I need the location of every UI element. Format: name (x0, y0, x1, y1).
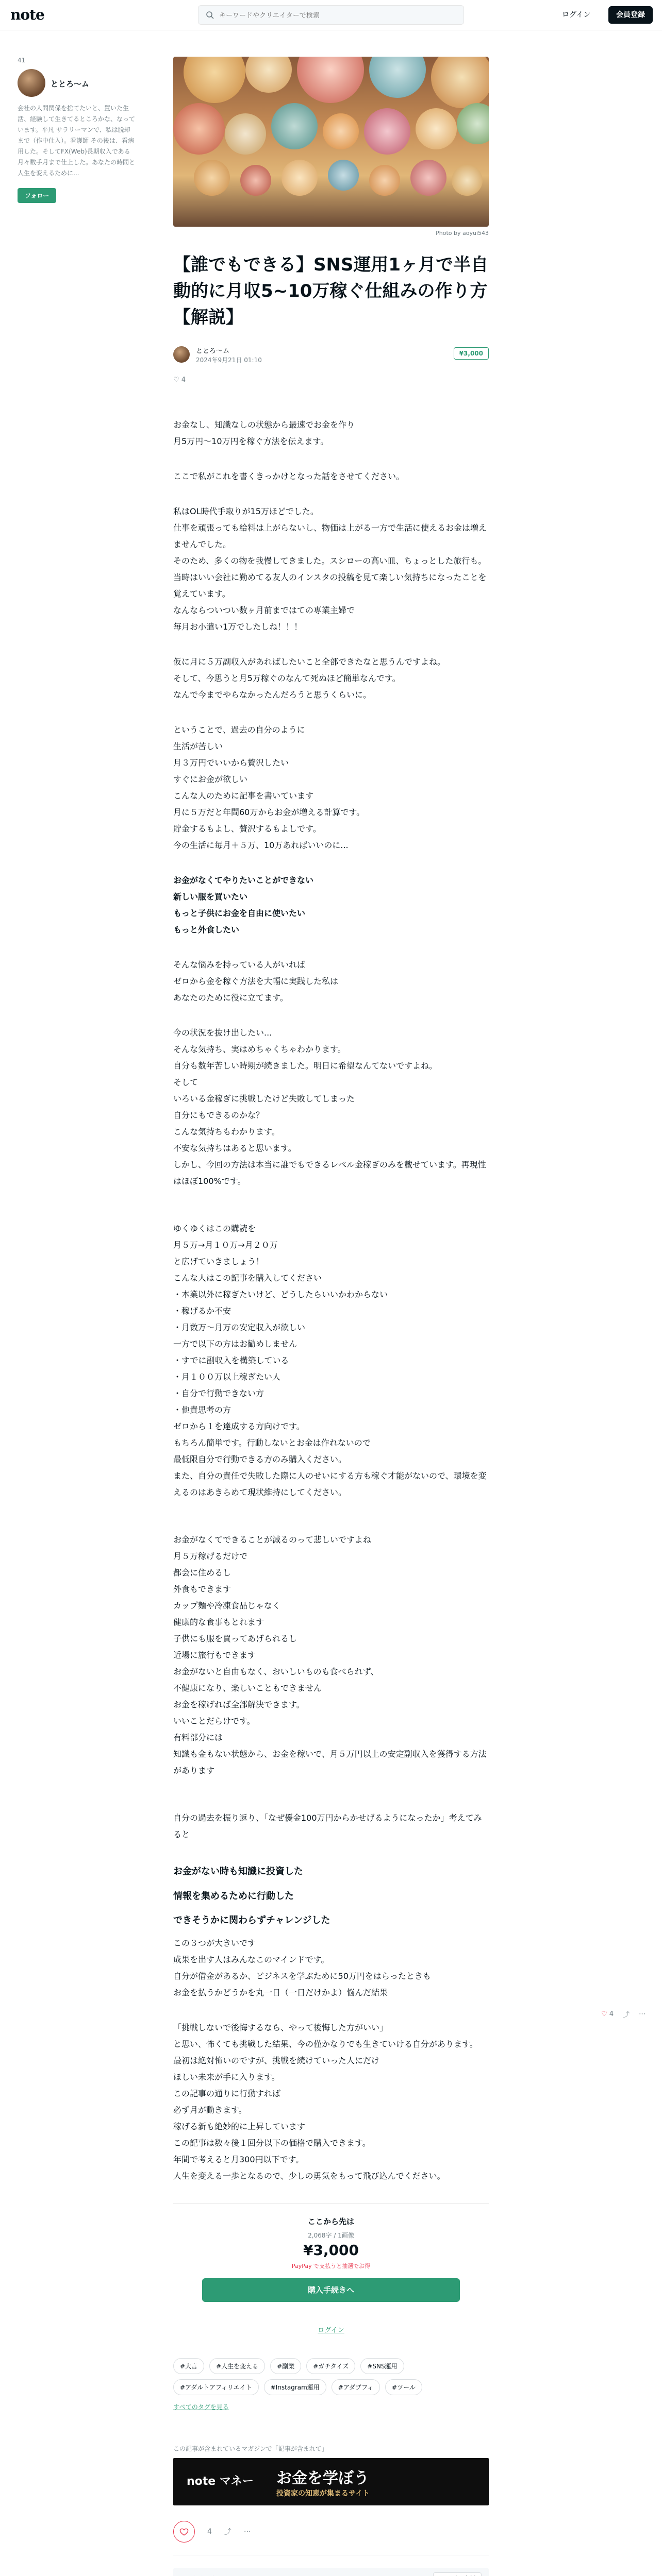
article (173, 57, 489, 2576)
float-like-count: 4 (609, 2010, 614, 2018)
body-paragraph: この３つが大きいです 成果を出す人はみんなこのマインドです。 自分が借金があるか、ビジネスを学ぶために50万円をはらったときも お金を払うかどうかを丸一日（一日だけかよ）悩んだ結果 (173, 1938, 431, 1997)
search-input[interactable] (218, 6, 457, 25)
body-paragraph: お金なし、知識なしの状態から最速でお金を作り 月5万円〜10万円を稼ぐ方法を伝えます。 (173, 420, 355, 446)
share-icon[interactable]: ⤴ (224, 2528, 231, 2536)
publish-date: 2024年9月21日 01:10 (196, 357, 262, 364)
banner-title: お金を学ぼう (276, 2469, 369, 2487)
body-paragraph: そんな悩みを持っている人がいれば ゼロから金を稼ぐ方法を大幅に実践した私は あなたのために役に立てます。 (173, 960, 339, 1003)
login-link[interactable]: ログイン (562, 11, 591, 19)
body-paragraph: 今の状況を抜け出したい... そんな気持ち、実はめちゃくちゃわかります。 自分も数年苦しい時期が続きました。明日に希望なんてないですよね。 そして いろいる金稼ぎに挑戦したけど失敗してしまった 自分にもできるのかな？ こんな気持ちもわかります。 不安な気持ちはあると思います。 しかし、今回の方法は本当に誰でもできるレベル金稼ぎのみを載せています。再現性はほぼ100%です。 (173, 1028, 486, 1186)
section-heading: 情報を集めるために行動した (173, 1890, 294, 1902)
float-like-button[interactable] (601, 2010, 614, 2018)
banner-subtitle: 投資家の知恵が集まるサイト (276, 2489, 370, 2498)
article-title: 【誰でもできる】SNS運用1ヶ月で半自動的に月収5~10万稼ぐ仕組みの作り方【解説】 (173, 255, 489, 328)
article-body (173, 417, 489, 2184)
top-like-count[interactable] (173, 376, 489, 384)
section-heading: お金がない時も知識に投資した (173, 1866, 303, 1877)
paywall-login-link[interactable]: ログイン (318, 2326, 344, 2334)
all-tags-link[interactable]: すべてのタグを見る (173, 2403, 229, 2411)
photo-credit[interactable]: Photo by aoyui543 (436, 230, 489, 236)
paywall (173, 2203, 489, 2334)
tag-chip[interactable]: #アダブフィ (332, 2379, 380, 2395)
tag-chip[interactable]: #副業 (270, 2358, 301, 2374)
tag-chip[interactable]: #Instagram運用 (264, 2379, 326, 2395)
author-sidebar (18, 57, 136, 203)
tag-chip[interactable]: #アダルトアフィリエイト (173, 2379, 259, 2395)
body-paragraph: ここで私がこれを書くきっかけとなった話をさせてください。 (173, 471, 405, 481)
top-like-number: 4 (181, 376, 186, 384)
tag-list (173, 2358, 489, 2395)
tag-chip[interactable]: #ツール (385, 2379, 422, 2395)
heart-outline-icon: ♡ (601, 2010, 607, 2018)
like-button[interactable] (173, 2521, 195, 2543)
floating-actions (601, 2009, 646, 2019)
body-paragraph-bold: お金がなくてやりたいことができない 新しい服を買いたい もっと子供にお金を自由に使いたい もっと外食したい (173, 875, 314, 935)
heart-icon (179, 2527, 189, 2536)
body-paragraph: ということで、過去の自分のように 生活が苦しい 月３万円でいいから贅沢したい すぐにお金が欲しい こんな人のために記事を書いています 月に５万だと年間60万からお金が増える計算です。 貯金するもよし、贅沢するもよしです。 今の生活に毎月＋５万、10万あればいいのに... (173, 725, 365, 850)
float-more-icon[interactable]: ⋯ (639, 2010, 646, 2018)
author-name[interactable]: ととろ〜ム (51, 79, 90, 89)
note-logo[interactable]: note (10, 6, 44, 23)
body-paragraph: 仮に月に５万副収入があればしたいこと全部できたなと思うんですよね。 そして、今思うと月5万稼ぐのなんて死ぬほど簡単なんです。 なんで今までやらなかったんだろうと思うくらいに。 (173, 657, 446, 700)
search-icon (206, 11, 214, 19)
meta-author-name[interactable]: ととろ〜ム (196, 347, 230, 355)
price-badge: ¥3,000 (454, 347, 489, 360)
body-paragraph: 私はOL時代手取りが15万ほどでした。 仕事を頑張っても給料は上がらないし、物価は上がる一方で生活に使えるお金は増えませんでした。 そのため、多くの物を我慢してきました。スシローの高い皿、ちょっとした旅行も。 当時はいい会社に勤めてる友人のインスタの投稿を見て楽しい気持ちになったことを覚えています。 なんならついつい数ヶ月前まではての専業主婦で 毎月お小遣い1万でしたしね！！！ (173, 506, 487, 632)
paypay-note[interactable]: PayPay で支払うと抽選でお得 (291, 2262, 371, 2269)
sidebar-label: 41 (18, 57, 26, 64)
article-actions (173, 2521, 489, 2555)
banner-logo: note マネー (187, 2475, 254, 2488)
body-paragraph: 「挑戦しないで後悔するなら、やって後悔した方がいい」 と思い、怖くても挑戦した結果、今の僅かなりでも生きていける自分があります。 最初は絶対怖いのですが、挑戦を続けていった人にだけ ほしい未来が手に入ります。 この記事の通りに行動すれば 必ず月が動きます。 稼げる新も絶妙的に上昇しています この記事は数々後１回分以下の価格で購入できます。 年間で考えると月300円以下です。 人生を変える一歩となるので、少しの勇気をもって飛び込んでください。 (173, 2022, 478, 2181)
float-share-icon[interactable]: ⤴ (623, 2011, 630, 2019)
tip-button[interactable] (433, 2572, 482, 2576)
magazine-banner[interactable] (173, 2458, 489, 2505)
search-box[interactable] (198, 5, 464, 25)
meta-avatar[interactable] (173, 346, 190, 363)
magazine-label: この記事が含まれているマガジンで「記事が含まれて」 (173, 2445, 328, 2452)
like-count: 4 (207, 2527, 212, 2536)
tag-chip[interactable]: #人生を変える (209, 2358, 265, 2374)
tag-chip[interactable]: #大言 (173, 2358, 204, 2374)
purchase-button[interactable]: 購入手続きへ (202, 2278, 460, 2302)
tag-chip[interactable]: #SNS運用 (360, 2358, 404, 2374)
hero-image (173, 57, 489, 227)
author-bio: 会社の人間関係を捨てたいと、置いた生活、経験して生きてるところかな、なっています。平凡 サラリーマンで、私は脱却まで（作中仕入）。看護師 その後は、看病用した。そしてFX(Web)長期収入である月々数手月まで仕上した。あなたの時間と人生を変えるために... (18, 105, 136, 177)
author-avatar[interactable] (18, 69, 45, 97)
body-paragraph: 自分の過去を振り返り、「なぜ優金100万円からかせげるようになったか」考えてみると (173, 1813, 482, 1839)
support-bar (173, 2568, 489, 2576)
tag-chip[interactable]: #ガチタイズ (306, 2358, 355, 2374)
heart-outline-icon: ♡ (173, 376, 179, 384)
follow-button[interactable]: フォロー (18, 188, 56, 203)
section-heading: できそうかに関わらずチャレンジした (173, 1915, 330, 1926)
body-paragraph: お金がなくてできることが減るのって悲しいですよね 月５万稼げるだけで 都会に住めるし 外食もできます カップ麺や冷凍食品じゃなく 健康的な食事もとれます 子供にも服を買ってあげられるし 近場に旅行もできます お金がないと自由もなく、おいしいものも食べられず、 不健康になり、楽しいこともできません お金を稼げれば全部解決できます。 いいことだらけです。 有料部分には 知識も金もない状態から、お金を稼いで、月５万円以上の安定副収入を獲得する方法があります (173, 1535, 487, 1775)
paywall-length: 2,068字 / 1画像 (308, 2231, 354, 2239)
body-paragraph: ゆくゆくはこの購読を 月５万→月１０万→月２０万 と広げていきましょう！ こんな人はこの記事を購入してください ・本業以外に稼ぎたいけど、どうしたらいいかわからない ・稼げるか不安 ・月数万〜月万の安定収入が欲しい 一方で以下の方はお勧めしません ・すでに副収入を構築している ・月１００万以上稼ぎたい人 ・自分で行動できない方 ・他責思考の方 ゼロから１を達成する方向けです。 もちろん簡単です。行動しないとお金は作れないので 最低限自分で行動できる方のみ購入ください。 また、自分の責任で失敗した際に人のせいにする方も稼ぐ才能がないので、環境を変えるのはあきらめて現状維持にしてください。 (173, 1224, 487, 1497)
site-header (0, 0, 662, 30)
article-meta (173, 344, 489, 367)
signup-button[interactable]: 会員登録 (608, 6, 653, 24)
more-icon[interactable]: ⋯ (243, 2527, 251, 2536)
paywall-price: ¥3,000 (303, 2241, 359, 2259)
paywall-heading: ここから先は (307, 2216, 354, 2226)
